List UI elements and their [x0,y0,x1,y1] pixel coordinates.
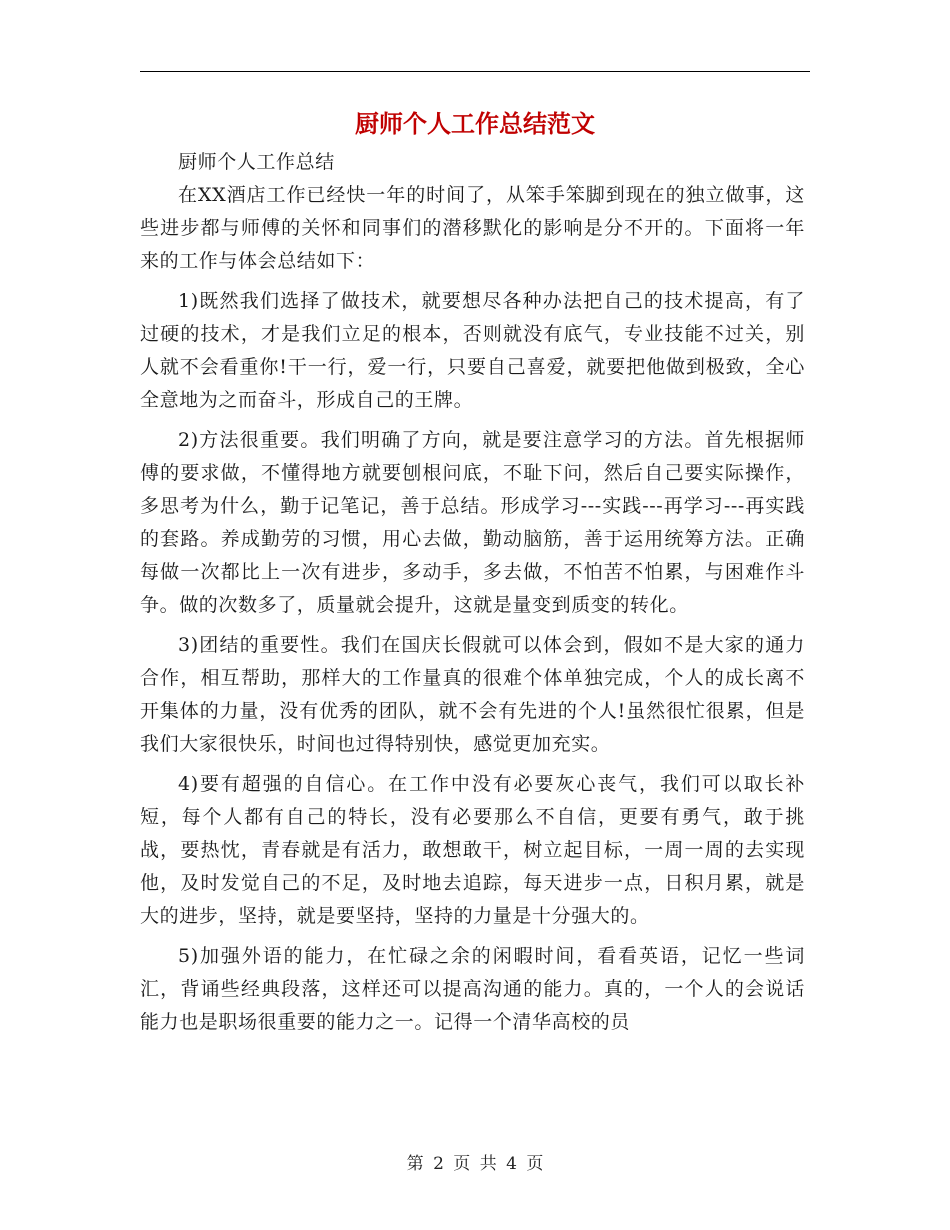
paragraph-intro: 在XX酒店工作已经快一年的时间了，从笨手笨脚到现在的独立做事，这些进步都与师傅的关怀和同事们的潜移默化的影响是分不开的。下面将一年来的工作与体会总结如下： [140,184,805,272]
paragraph-point-4: 4)要有超强的自信心。在工作中没有必要灰心丧气，我们可以取长补短，每个人都有自己的特长，没有必要那么不自信，更要有勇气，敢于挑战，要热忱，青春就是有活力，敢想敢干，树立起目标，一周一周的去实现他，及时发觉自己的不足，及时地去追踪，每天进步一点，日积月累，就是大的进步，坚持，就是要坚持，坚持的力量是十分强大的。 [140,773,805,927]
page-number-footer: 第 2 页 共 4 页 [406,1154,544,1174]
header-rule [140,71,810,72]
paragraph-point-1: 1)既然我们选择了做技术，就要想尽各种办法把自己的技术提高，有了过硬的技术，才是我们立足的根本，否则就没有底气，专业技能不过关，别人就不会看重你!干一行，爱一行，只要自己喜爱，就要把他做到极致，全心全意地为之而奋斗，形成自己的王牌。 [140,290,805,411]
paragraph-point-3: 3)团结的重要性。我们在国庆长假就可以体会到，假如不是大家的通力合作，相互帮助，那样大的工作量真的很难个体单独完成，个人的成长离不开集体的力量，没有优秀的团队，就不会有先进的个人!虽然很忙很累，但是我们大家很快乐，时间也过得特别快，感觉更加充实。 [140,634,805,755]
document-body [140,146,805,1039]
paragraph-point-2: 2)方法很重要。我们明确了方向，就是要注意学习的方法。首先根据师傅的要求做，不懂得地方就要刨根问底，不耻下问，然后自己要实际操作，多思考为什么，勤于记笔记，善于总结。形成学习---实践---再学习---再实践的套路。养成勤劳的习惯，用心去做，勤动脑筋，善于运用统筹方法。正确每做一次都比上一次有进步，多动手，多去做，不怕苦不怕累，与困难作斗争。做的次数多了，质量就会提升，这就是量变到质变的转化。 [140,429,805,616]
paragraph-subtitle: 厨师个人工作总结 [178,151,335,173]
paragraph-point-5: 5)加强外语的能力，在忙碌之余的闲暇时间，看看英语，记忆一些词汇，背诵些经典段落，这样还可以提高沟通的能力。真的，一个人的会说话能力也是职场很重要的能力之一。记得一个清华高校的员 [140,945,805,1033]
document-title: 厨师个人工作总结范文 [355,109,595,138]
